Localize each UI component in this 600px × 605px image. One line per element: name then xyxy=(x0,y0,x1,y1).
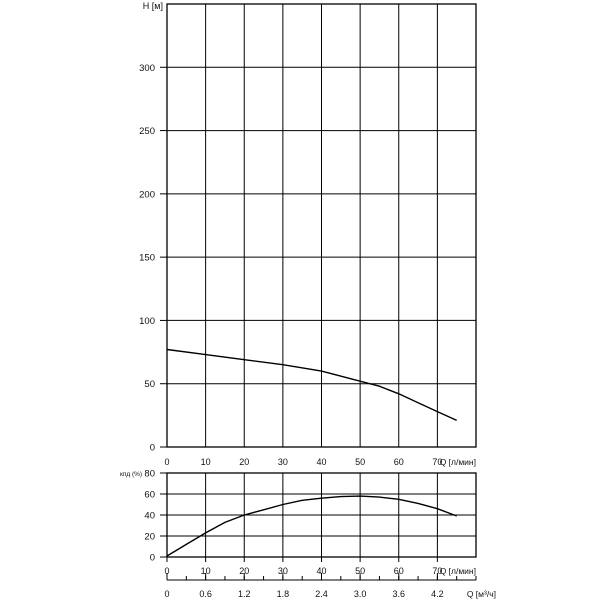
head-y-tick-label: 250 xyxy=(139,126,155,138)
head-x-tick-label: 0 xyxy=(164,457,170,467)
secondary-x-tick-label: 0.6 xyxy=(199,589,212,599)
head-y-tick-label: 200 xyxy=(139,189,155,201)
secondary-x-tick-label: 0 xyxy=(164,589,170,599)
head-x-tick-label: 60 xyxy=(393,457,404,467)
eff-x-tick-label: 0 xyxy=(164,566,170,576)
head-y-tick-label: 150 xyxy=(139,252,155,264)
head-y-tick-label: 100 xyxy=(139,315,155,327)
eff-y-tick-label: 80 xyxy=(144,468,155,480)
eff-x-tick-label: 20 xyxy=(239,566,250,576)
eff-y-tick-label: 40 xyxy=(144,510,155,522)
secondary-x-tick-label: 3.0 xyxy=(353,589,367,599)
eff-x-tick-label: 70 xyxy=(432,566,443,576)
head-x-tick-label: 40 xyxy=(316,457,327,467)
eff-y-tick-label: 20 xyxy=(144,531,155,543)
efficiency-panel xyxy=(160,473,476,562)
head-x-tick-label: 50 xyxy=(355,457,366,467)
head-y-tick-label: 0 xyxy=(149,442,155,454)
eff-y-axis-label: кпд (%) xyxy=(120,471,143,478)
eff-x-tick-label: 30 xyxy=(277,566,288,576)
secondary-x-tick-label: 3.6 xyxy=(392,589,406,599)
head-x-axis-label: Q [л/мин] xyxy=(439,457,476,467)
secondary-x-tick-label: 1.8 xyxy=(276,589,290,599)
head-x-tick-label: 30 xyxy=(277,457,288,467)
secondary-x-axis xyxy=(167,573,476,580)
head-y-tick-label: 300 xyxy=(139,62,155,74)
head-x-tick-label: 70 xyxy=(432,457,443,467)
eff-x-axis-label: Q [л/мин] xyxy=(439,566,476,576)
head-curve-line xyxy=(167,350,457,421)
secondary-x-tick-label: 1.2 xyxy=(237,589,251,599)
secondary-x-tick-label: 4.2 xyxy=(431,589,444,599)
eff-x-tick-label: 60 xyxy=(393,566,404,576)
eff-y-tick-label: 60 xyxy=(144,489,155,501)
secondary-x-axis-label: Q [м³/ч] xyxy=(466,589,496,599)
head-y-axis-label: H [м] xyxy=(142,1,163,11)
efficiency-curve-line xyxy=(167,496,457,556)
head-x-tick-label: 20 xyxy=(239,457,250,467)
secondary-x-tick-label: 2.4 xyxy=(315,589,328,599)
head-x-tick-label: 10 xyxy=(200,457,211,467)
head-y-tick-label: 50 xyxy=(144,379,155,391)
eff-y-tick-label: 0 xyxy=(149,552,155,564)
head-panel xyxy=(160,4,476,447)
eff-x-tick-label: 40 xyxy=(316,566,327,576)
eff-x-tick-label: 50 xyxy=(355,566,366,576)
eff-x-tick-label: 10 xyxy=(200,566,211,576)
